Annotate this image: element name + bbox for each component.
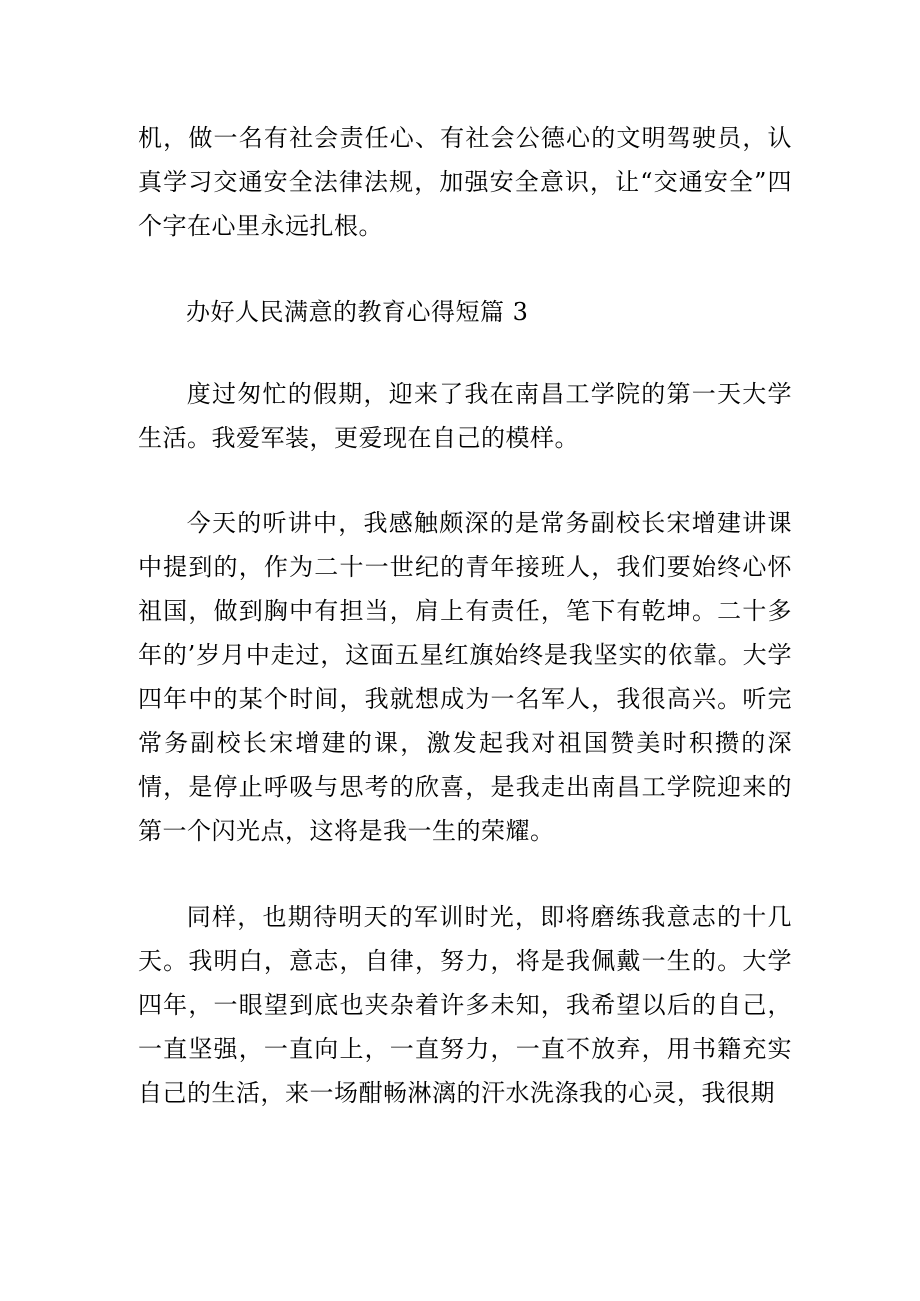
paragraph-text: 同样，也期待明天的军训时光，即将磨练我意志的十几天。我明白，意志，自律，努力，将是我佩戴一生的。大学四年，一眼望到底也夹杂着许多未知，我希望以后的自己，一直坚强，一直向上，一直努力，一直不放弃，用书籍充实自己的生活，来一场酣畅淋漓的汗水洗涤我的心灵，我很期	[138, 903, 792, 1107]
paragraph-text: 今天的听讲中，我感触颇深的是常务副校长宋增建讲课中提到的，作为二十一世纪的青年接班人，我们要始终心怀祖国，做到胸中有担当，肩上有责任，笔下有乾坤。二十多年的’岁月中走过，这面五星红旗始终是我坚实的依靠。大学四年中的某个时间，我就想成为一名军人，我很高兴。听完常务副校长宋增建的课，激发起我对祖国赞美时积攒的深情，是停止呼吸与思考的欣喜，是我走出南昌工学院迎来的第一个闪光点，这将是我一生的荣耀。	[138, 509, 792, 845]
paragraph-lecture	[138, 501, 792, 853]
section-heading	[138, 290, 792, 334]
paragraph-military-training	[138, 895, 792, 1115]
paragraph-text: 度过匆忙的假期，迎来了我在南昌工学院的第一天大学生活。我爱军装，更爱现在自己的模样。	[138, 380, 792, 452]
paragraph-text: 机，做一名有社会责任心、有社会公德心的文明驾驶员，认真学习交通安全法律法规，加强安全意识，让“交通安全”四个字在心里永远扎根。	[138, 124, 792, 240]
paragraph-intro	[138, 372, 792, 460]
paragraph-continuation	[138, 116, 792, 248]
section-heading-text: 办好人民满意的教育心得短篇 3	[186, 298, 529, 326]
